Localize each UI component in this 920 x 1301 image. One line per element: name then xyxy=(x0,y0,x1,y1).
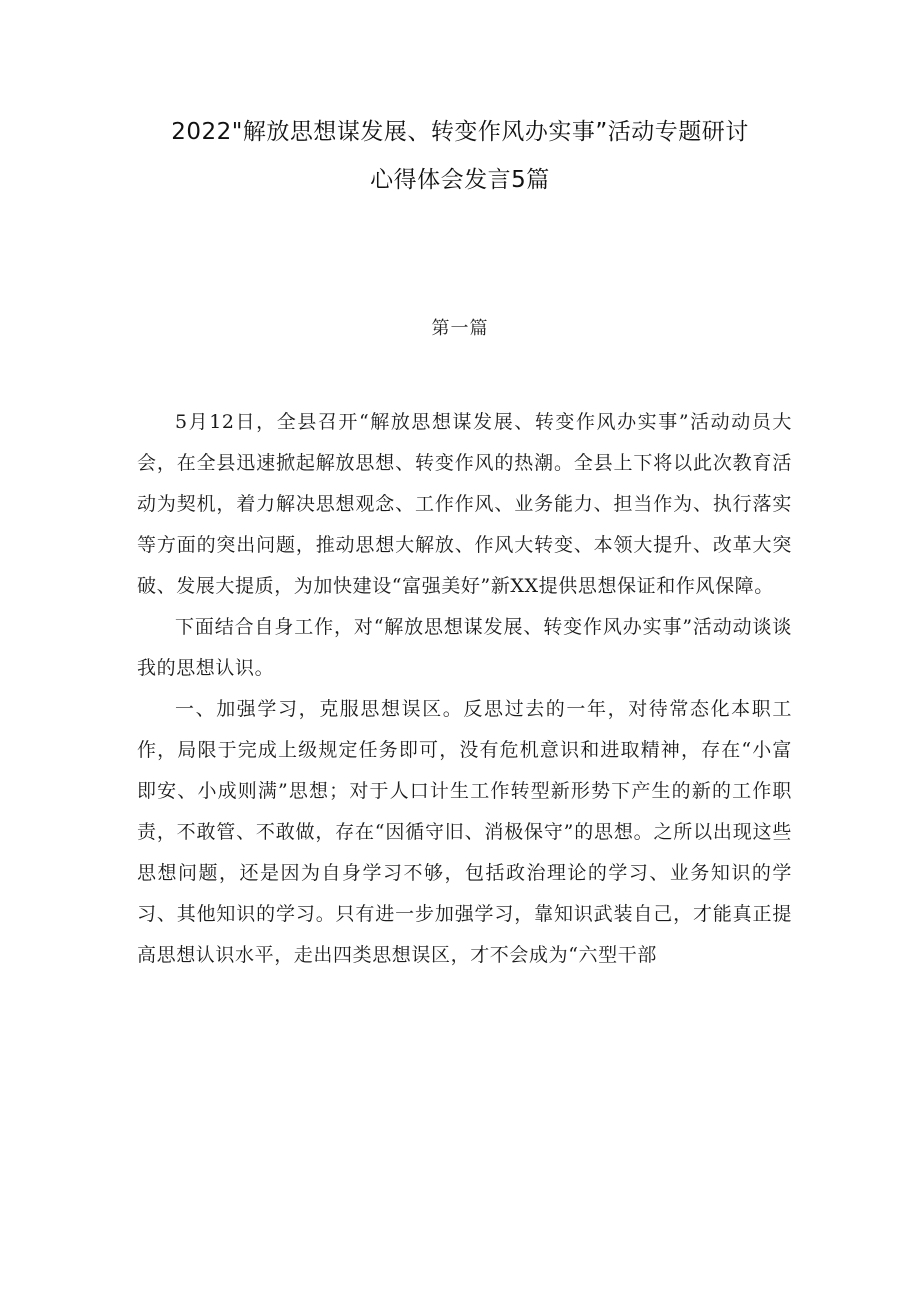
title-line-1: 2022"解放思想谋发展、转变作风办实事”活动专题研讨 xyxy=(171,119,749,145)
section-heading: 第一篇 xyxy=(431,318,489,339)
body-text xyxy=(137,402,792,976)
document-title xyxy=(0,108,920,204)
paragraph-2: 下面结合自身工作，对“解放思想谋发展、转变作风办实事”活动动谈谈我的思想认识。 xyxy=(137,616,792,679)
paragraph-3: 一、加强学习，克服思想误区。反思过去的一年，对待常态化本职工作，局限于完成上级规定任务即可，没有危机意识和进取精神，存在“小富即安、小成则满”思想；对于人口计生工作转型新形势下产生的新的工作职责，不敢管、不敢做，存在“因循守旧、消极保守”的思想。之所以出现这些思想问题，还是因为自身学习不够，包括政治理论的学习、业务知识的学习、其他知识的学习。只有进一步加强学习，靠知识武装自己，才能真正提高思想认识水平，走出四类思想误区，才不会成为“六型干部 xyxy=(137,698,792,966)
title-line-2: 心得体会发言5篇 xyxy=(370,167,550,193)
paragraph-1: 5月12日，全县召开“解放思想谋发展、转变作风办实事”活动动员大会，在全县迅速掀起解放思想、转变作风的热潮。全县上下将以此次教育活动为契机，着力解决思想观念、工作作风、业务能力、担当作为、执行落实等方面的突出问题，推动思想大解放、作风大转变、本领大提升、改革大突破、发展大提质，为加快建设“富强美好”新XX提供思想保证和作风保障。 xyxy=(137,411,792,597)
